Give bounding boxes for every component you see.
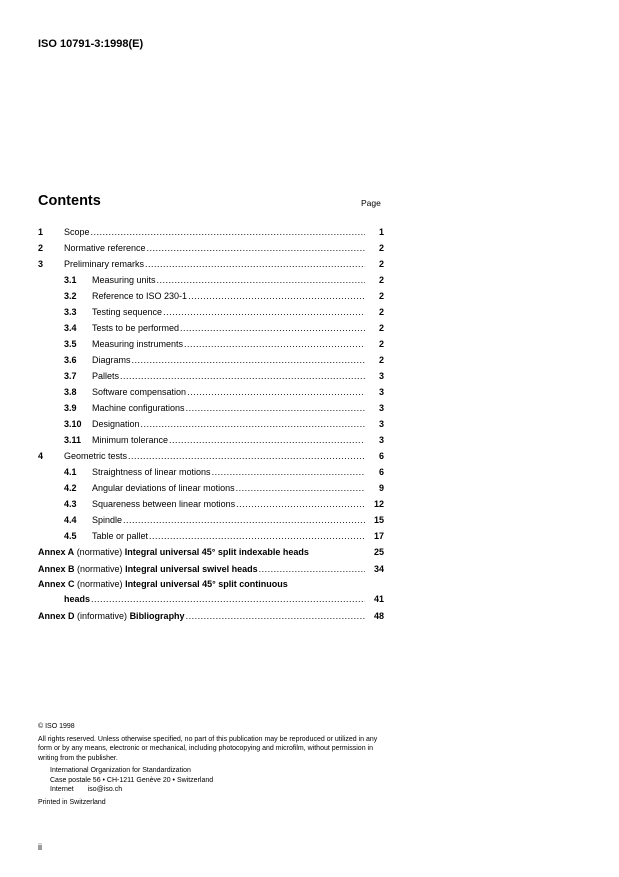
annex-title-continued: heads: [64, 594, 91, 604]
toc-entry[interactable]: [38, 336, 384, 352]
toc-annex-d[interactable]: [38, 608, 384, 625]
toc-number: 3.9: [64, 403, 77, 413]
contents-heading: Contents: [38, 193, 101, 209]
toc-title: Diagrams: [92, 355, 131, 365]
toc-number: 4.5: [64, 531, 77, 541]
toc-number: 3.2: [64, 291, 77, 301]
copyright-notice: [38, 722, 384, 807]
toc-number: 3.4: [64, 323, 77, 333]
toc-page: 3: [378, 371, 384, 381]
toc-page: 48: [373, 611, 384, 621]
toc-page: 34: [373, 564, 384, 574]
toc-annex-c[interactable]: [38, 578, 384, 591]
toc-page: 2: [378, 339, 384, 349]
toc-number: 4.4: [64, 515, 77, 525]
toc-page: 6: [378, 467, 384, 477]
annex-type: (normative): [77, 564, 123, 574]
leader-dots: [236, 496, 365, 512]
toc-title: Straightness of linear motions: [92, 467, 211, 477]
page-number: ii: [38, 842, 42, 852]
printed-in: Printed in Switzerland: [38, 798, 106, 806]
leader-dots: [184, 336, 365, 352]
toc-title: Angular deviations of linear motions: [92, 483, 235, 493]
toc-entry[interactable]: [38, 304, 384, 320]
toc-entry[interactable]: [38, 288, 384, 304]
toc-page: 2: [378, 243, 384, 253]
toc-entry[interactable]: [38, 368, 384, 384]
toc-entry[interactable]: [38, 256, 384, 272]
leader-dots: [145, 256, 365, 272]
leader-dots: [132, 352, 365, 368]
leader-dots: [163, 304, 365, 320]
toc-title: Tests to be performed: [92, 323, 180, 333]
rights-statement: All rights reserved. Unless otherwise specified, no part of this publication may be reproduced or utilized in any form or by any means, electronic or mechanical, including photocopying and microfilm, without permission in writing from the publisher.: [38, 735, 378, 762]
org-name: International Organization for Standardization: [50, 767, 191, 774]
toc-entry[interactable]: [38, 480, 384, 496]
toc-number: 4.1: [64, 467, 77, 477]
toc-page: 12: [373, 499, 384, 509]
toc-number: 3.6: [64, 355, 77, 365]
toc-annex-c-continued[interactable]: [38, 591, 384, 608]
toc-title: Table or pallet: [92, 531, 149, 541]
toc-entry[interactable]: [38, 496, 384, 512]
toc-page: 3: [378, 387, 384, 397]
leader-dots: [149, 528, 365, 544]
toc-page: 6: [378, 451, 384, 461]
toc-page: 2: [378, 291, 384, 301]
leader-dots: [259, 561, 365, 577]
toc-entry[interactable]: [38, 320, 384, 336]
toc-page: 15: [373, 515, 384, 525]
leader-dots: [128, 448, 365, 464]
leader-dots: [123, 512, 365, 528]
leader-dots: [91, 591, 365, 607]
toc-page: 3: [378, 419, 384, 429]
toc-title: Geometric tests: [64, 451, 128, 461]
toc-title: Reference to ISO 230-1: [92, 291, 188, 301]
toc-entry[interactable]: [38, 512, 384, 528]
annex-label: Annex D: [38, 611, 75, 621]
toc-page: 2: [378, 323, 384, 333]
annex-label: Annex B: [38, 564, 75, 574]
internet-line: [50, 785, 384, 795]
toc-entry[interactable]: [38, 416, 384, 432]
copyright-line: © ISO 1998: [38, 723, 75, 730]
internet-label: Internet: [50, 786, 74, 793]
toc-annex-b[interactable]: [38, 561, 384, 578]
leader-dots: [157, 272, 365, 288]
toc-title: Designation: [92, 419, 140, 429]
toc-page: 3: [378, 403, 384, 413]
annex-label: Annex A: [38, 547, 75, 557]
toc-entry[interactable]: [38, 464, 384, 480]
toc-entry[interactable]: [38, 224, 384, 240]
toc-title: Pallets: [92, 371, 120, 381]
leader-dots: [188, 288, 365, 304]
toc-title: Spindle: [92, 515, 123, 525]
leader-dots: [180, 320, 365, 336]
toc-entry[interactable]: [38, 384, 384, 400]
toc-title: Preliminary remarks: [64, 259, 145, 269]
document-id: ISO 10791-3:1998(E): [38, 38, 144, 50]
toc-number: 4.2: [64, 483, 77, 493]
toc-title: Normative reference: [64, 243, 146, 253]
toc-page: 3: [378, 435, 384, 445]
leader-dots: [187, 384, 365, 400]
toc-number: 3.11: [64, 435, 82, 445]
leader-dots: [120, 368, 365, 384]
internet-email[interactable]: iso@iso.ch: [87, 786, 123, 793]
toc-title: Scope: [64, 227, 90, 237]
annex-label: Annex C: [38, 579, 75, 589]
toc-entry[interactable]: [38, 352, 384, 368]
toc-title: Measuring instruments: [92, 339, 184, 349]
toc-entry[interactable]: [38, 432, 384, 448]
toc-annex-a[interactable]: [38, 544, 384, 561]
postal-address: Case postale 56 • CH-1211 Genève 20 • Switzerland: [50, 776, 214, 784]
toc-page: 1: [378, 227, 384, 237]
leader-dots: [91, 224, 365, 240]
toc-entry[interactable]: [38, 240, 384, 256]
toc-number: 3.5: [64, 339, 77, 349]
toc-title: Measuring units: [92, 275, 156, 285]
toc-page: 25: [373, 547, 384, 557]
toc-number: 3.7: [64, 371, 77, 381]
toc-page: 2: [378, 259, 384, 269]
page-column-label: Page: [361, 198, 381, 208]
leader-dots: [147, 240, 365, 256]
toc-page: 41: [373, 594, 384, 604]
toc-entry[interactable]: [38, 400, 384, 416]
leader-dots: [169, 432, 365, 448]
toc-title: Machine configurations: [92, 403, 185, 413]
toc-number: 4: [38, 451, 44, 461]
annex-title: Bibliography: [129, 611, 185, 621]
toc-number: 3.1: [64, 275, 77, 285]
annex-title: Integral universal 45° split indexable heads: [124, 547, 309, 557]
leader-dots: [236, 480, 365, 496]
toc-number: 3.10: [64, 419, 82, 429]
toc-title: Minimum tolerance: [92, 435, 169, 445]
toc-number: 2: [38, 243, 44, 253]
toc-page: 17: [373, 531, 384, 541]
annex-title: Integral universal 45° split continuous: [125, 579, 288, 589]
publisher-address: [38, 766, 384, 795]
leader-dots: [186, 400, 365, 416]
annex-type: (normative): [76, 547, 123, 557]
annex-type: (normative): [77, 579, 123, 589]
leader-dots: [141, 416, 365, 432]
leader-dots: [212, 464, 365, 480]
toc-number: 3.3: [64, 307, 77, 317]
annex-type: (informative): [77, 611, 128, 621]
toc-page: 2: [378, 275, 384, 285]
toc-number: 3.8: [64, 387, 77, 397]
toc-number: 4.3: [64, 499, 77, 509]
toc-entry[interactable]: [38, 448, 384, 464]
toc-title: Squareness between linear motions: [92, 499, 236, 509]
toc-entry[interactable]: [38, 528, 384, 544]
toc-entry[interactable]: [38, 272, 384, 288]
toc-page: 2: [378, 355, 384, 365]
annex-title: Integral universal swivel heads: [125, 564, 258, 574]
leader-dots: [186, 608, 365, 624]
toc-page: 9: [378, 483, 384, 493]
toc-number: 1: [38, 227, 44, 237]
toc-number: 3: [38, 259, 44, 269]
toc-page: 2: [378, 307, 384, 317]
toc-title: Software compensation: [92, 387, 187, 397]
table-of-contents: [38, 224, 384, 625]
toc-title: Testing sequence: [92, 307, 163, 317]
